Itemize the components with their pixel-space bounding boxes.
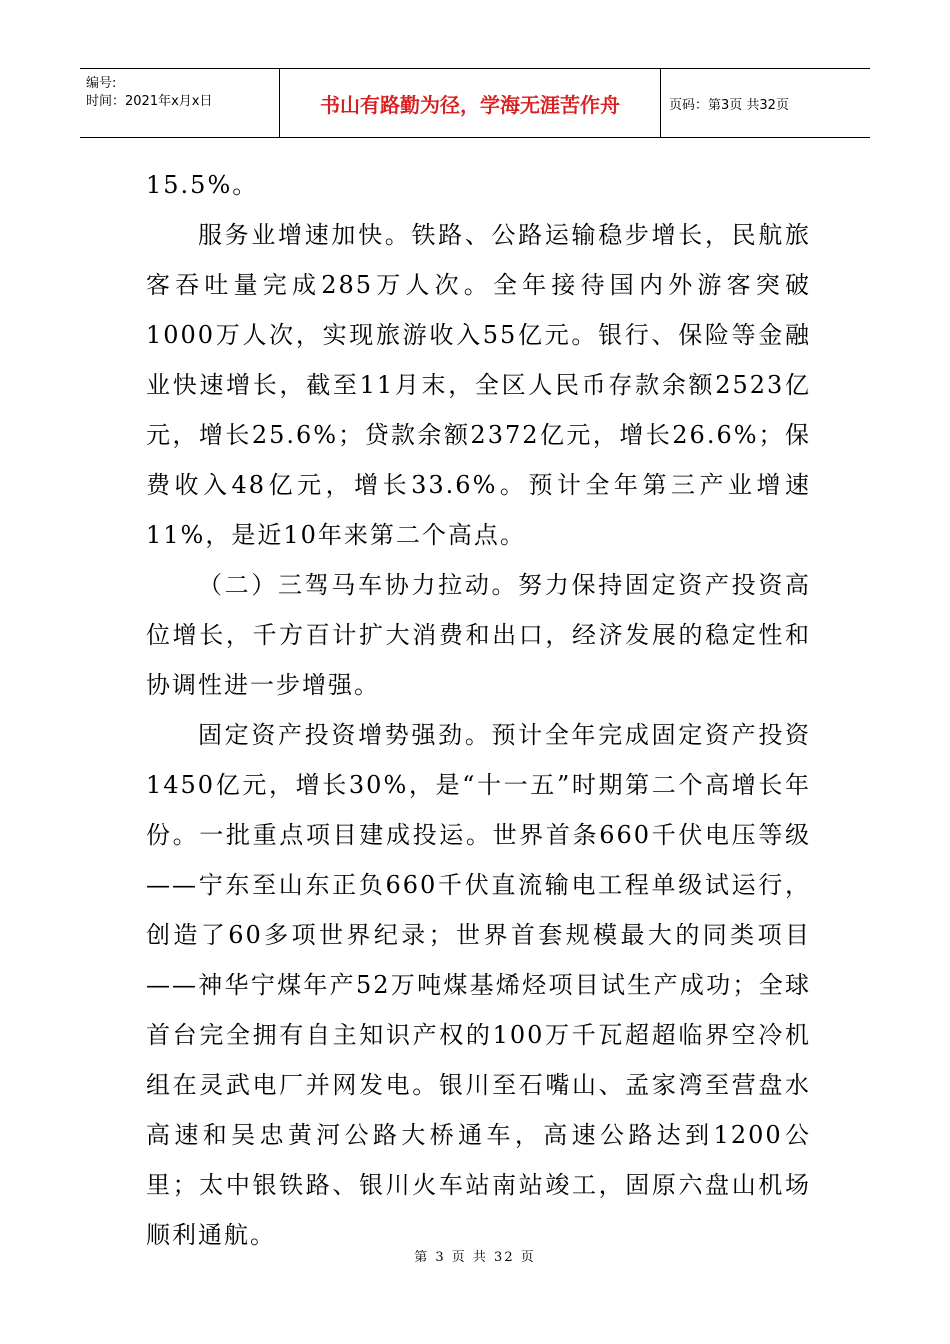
page-header	[80, 68, 870, 138]
paragraph-section-two: （二）三驾马车协力拉动。努力保持固定资产投资高位增长，千方百计扩大消费和出口，经济发展的稳定性和协调性进一步增强。	[146, 571, 811, 699]
header-motto: 书山有路勤为径，学海无涯苦作舟	[280, 69, 661, 137]
header-meta	[80, 69, 280, 137]
paragraph-service-industry: 服务业增速加快。铁路、公路运输稳步增长，民航旅客吞吐量完成285万人次。全年接待国内外游客突破1000万人次，实现旅游收入55亿元。银行、保险等金融业快速增长，截至11月末，全区人民币存款余额2523亿元，增长25.6%；贷款余额2372亿元，增长26.6%；保费收入48亿元，增长33.6%。预计全年第三产业增速11%，是近10年来第二个高点。	[146, 221, 811, 549]
paragraph-fixed-investment: 固定资产投资增势强劲。预计全年完成固定资产投资1450亿元，增长30%，是“十一五”时期第二个高增长年份。一批重点项目建成投运。世界首条660千伏电压等级——宁东至山东正负660千伏直流输电工程单级试运行，创造了60多项世界纪录；世界首套规模最大的同类项目——神华宁煤年产52万吨煤基烯烃项目试生产成功；全球首台完全拥有自主知识产权的100万千瓦超超临界空冷机组在灵武电厂并网发电。银川至石嘴山、孟家湾至营盘水高速和吴忠黄河公路大桥通车，高速公路达到1200公里；太中银铁路、银川火车站南站竣工，固原六盘山机场顺利通航。	[146, 721, 811, 1249]
header-page-label: 页码：第3页 共32页	[669, 97, 789, 113]
page-footer: 第 3 页 共 32 页	[414, 1250, 536, 1265]
document-number-label: 编号:	[86, 76, 117, 91]
document-time-label: 时间：2021年x月x日	[86, 94, 213, 109]
document-body	[146, 160, 811, 1260]
paragraph-continuation: 15.5%。	[146, 171, 259, 199]
